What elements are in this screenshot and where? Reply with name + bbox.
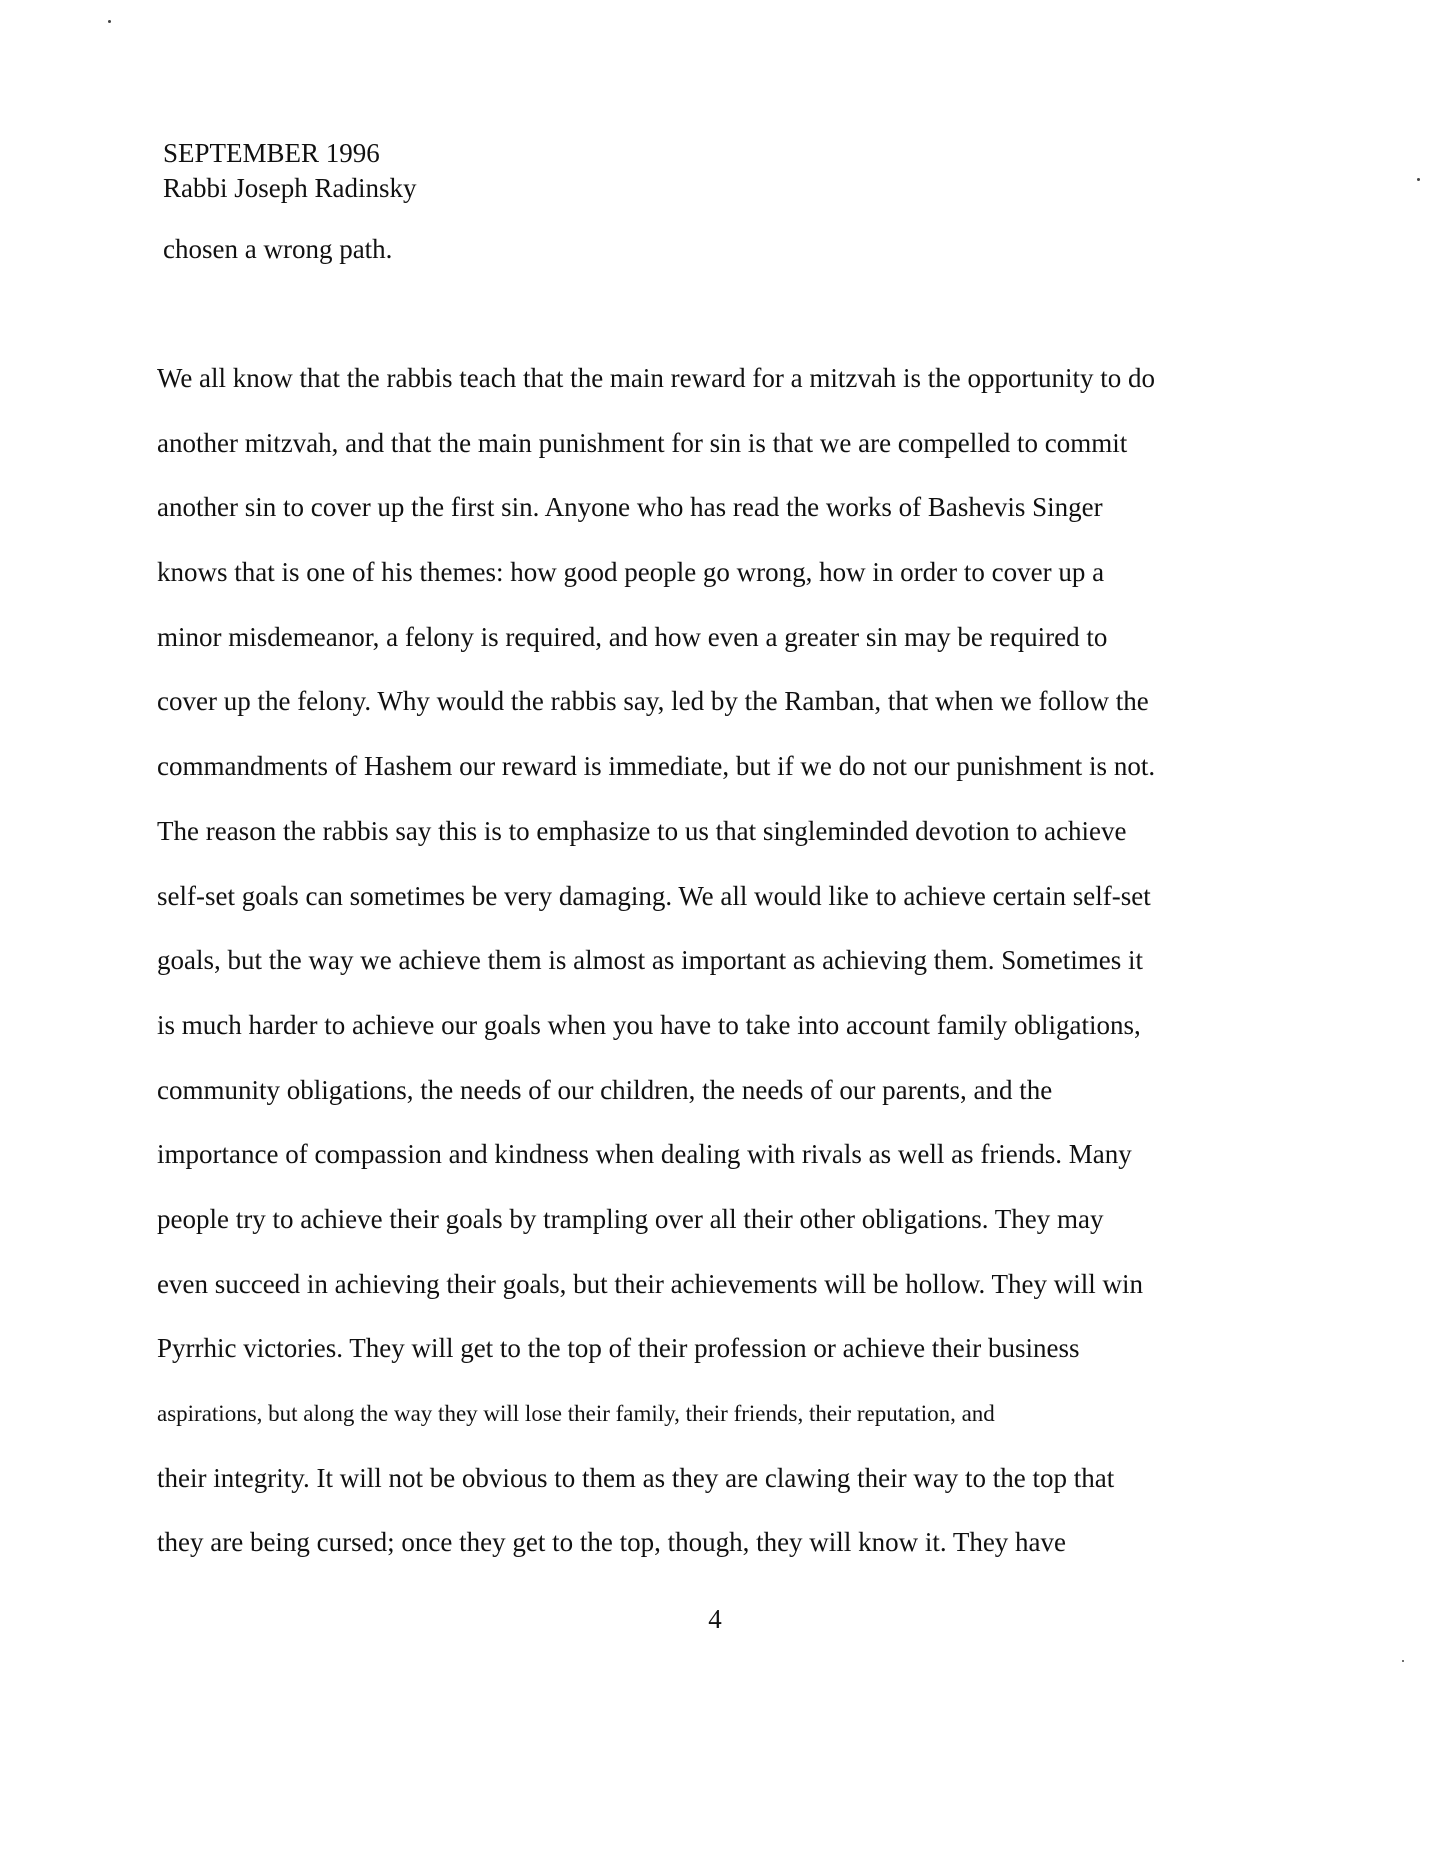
text-line: commandments of Hashem our reward is immediate, but if we do not our punishment is not.	[157, 751, 1156, 782]
text-line: even succeed in achieving their goals, but their achievements will be hollow. They will win	[157, 1268, 1143, 1299]
text-line: they are being cursed; once they get to the top, though, they will know it. They have	[157, 1527, 1067, 1558]
header-author: Rabbi Joseph Radinsky	[163, 173, 417, 203]
scan-speck	[1417, 178, 1420, 181]
text-line: cover up the felony. Why would the rabbis say, led by the Ramban, that when we follow the	[157, 686, 1149, 717]
text-line: self-set goals can sometimes be very damaging. We all would like to achieve certain self-set	[157, 880, 1151, 911]
text-line: people try to achieve their goals by trampling over all their other obligations. They may	[157, 1203, 1104, 1234]
body-paragraph	[157, 361, 1267, 1590]
text-line: is much harder to achieve our goals when you have to take into account family obligations,	[157, 1009, 1141, 1040]
text-line: The reason the rabbis say this is to emphasize to us that singleminded devotion to achieve	[157, 815, 1127, 846]
text-line: community obligations, the needs of our children, the needs of our parents, and the	[157, 1074, 1053, 1105]
text-line: knows that is one of his themes: how good people go wrong, how in order to cover up a	[157, 557, 1105, 588]
page-header	[163, 136, 417, 206]
text-line: minor misdemeanor, a felony is required, and how even a greater sin may be required to	[157, 621, 1108, 652]
text-line: their integrity. It will not be obvious to them as they are clawing their way to the top that	[157, 1462, 1115, 1493]
text-line: We all know that the rabbis teach that the main reward for a mitzvah is the opportunity to do	[157, 363, 1156, 393]
text-line: importance of compassion and kindness when dealing with rivals as well as friends. Many	[157, 1139, 1132, 1170]
scan-speck	[1402, 1660, 1404, 1662]
page-number: 4	[708, 1604, 722, 1634]
header-date: SEPTEMBER 1996	[163, 138, 380, 168]
text-line: another sin to cover up the first sin. Anyone who has read the works of Bashevis Singer	[157, 492, 1103, 523]
text-line: another mitzvah, and that the main punishment for sin is that we are compelled to commit	[157, 427, 1128, 458]
continuation-line: chosen a wrong path.	[163, 234, 393, 264]
text-line: Pyrrhic victories. They will get to the top of their profession or achieve their business	[157, 1333, 1080, 1364]
text-line: aspirations, but along the way they will lose their family, their friends, their reputation, and	[157, 1401, 995, 1426]
scan-speck	[108, 20, 111, 23]
text-line: goals, but the way we achieve them is almost as important as achieving them. Sometimes it	[157, 945, 1144, 976]
